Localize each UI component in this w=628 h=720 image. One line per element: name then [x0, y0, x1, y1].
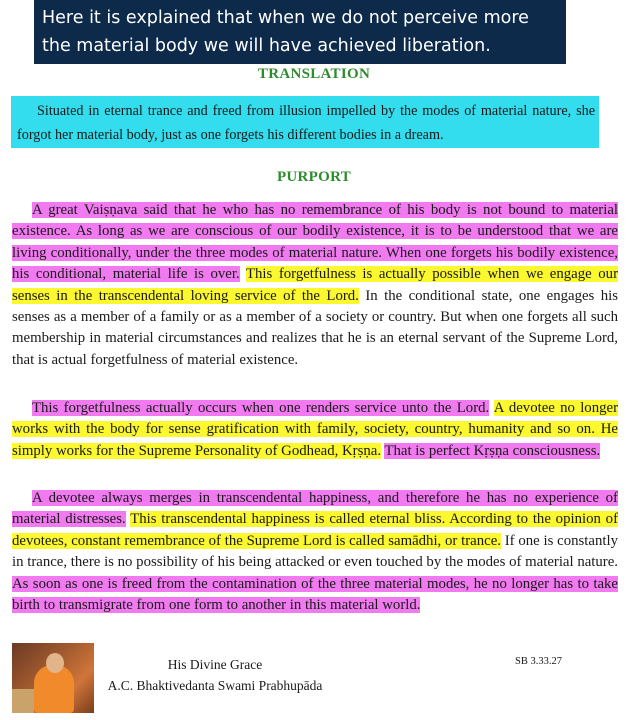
purport-segment-none: If one is constantly in trance, there is no possibility of his being attacked or even touched by the modes of material nature.: [12, 532, 618, 571]
purport-segment-pink: This forgetfulness actually occurs when one renders service unto the Lord.: [32, 400, 490, 416]
banner-line-1: Here it is explained that when we do not perceive more: [42, 8, 529, 28]
verse-reference: SB 3.33.27: [515, 656, 562, 667]
purport-paragraph-3: [12, 488, 618, 616]
author-title: His Divine Grace: [167, 657, 263, 672]
purport-segment-pink: A devotee always merges in transcendental happiness, and therefore he has no experience of material distresses.: [12, 490, 618, 528]
translation-text: Situated in eternal trance and freed from illusion impelled by the modes of material nature, she forgot her material body, just as one forgets his different bodies in a dream.: [11, 96, 599, 148]
purport-paragraph-1: [12, 200, 618, 371]
purport-segment-yellow: A devotee no longer works with the body for sense gratification with family, society, country, humanity and so on. He simply works for the Supreme Personality of Godhead, Kṛṣṇa.: [12, 400, 618, 459]
summary-banner: [34, 0, 566, 64]
purport-paragraph-2: [12, 398, 618, 462]
purport-heading: PURPORT: [276, 169, 352, 185]
author-photo: [12, 643, 94, 713]
purport-segment-yellow: This transcendental happiness is called eternal bliss. According to the opinion of devotees, constant remembrance of the Supreme Lord is called samādhi, or trance.: [12, 511, 619, 549]
purport-segment-pink: That is perfect Kṛṣṇa consciousness.: [384, 442, 601, 459]
banner-line-2: the material body we will have achieved liberation.: [42, 36, 491, 56]
author-name: A.C. Bhaktivedanta Swami Prabhupāda: [107, 678, 323, 693]
purport-segment-pink: As soon as one is freed from the contamination of the three material modes, he no longer has to take birth to transmigrate from one form to another in this material world.: [12, 575, 618, 614]
purport-segment-yellow: This forgetfulness is actually possible when we engage our senses in the transcendental loving service of the Lord.: [12, 266, 618, 304]
purport-segment-pink: A great Vaiṣṇava said that he who has no remembrance of his body is not bound to material existence. As long as we are conscious of our bodily existence, it is to be understood that we are living conditionally, under the three modes of material nature. When one forgets his bodily existence, his conditional, material life is over.: [12, 202, 618, 283]
purport-segment-none: In the conditional state, one engages his senses as a member of a family or as a member of a society or country. But when one forgets all such membership in material circumstances and realizes that he is an eternal servant of the Supreme Lord, that is actual forgetfulness of material existence.: [12, 287, 618, 368]
translation-heading: TRANSLATION: [257, 66, 371, 82]
